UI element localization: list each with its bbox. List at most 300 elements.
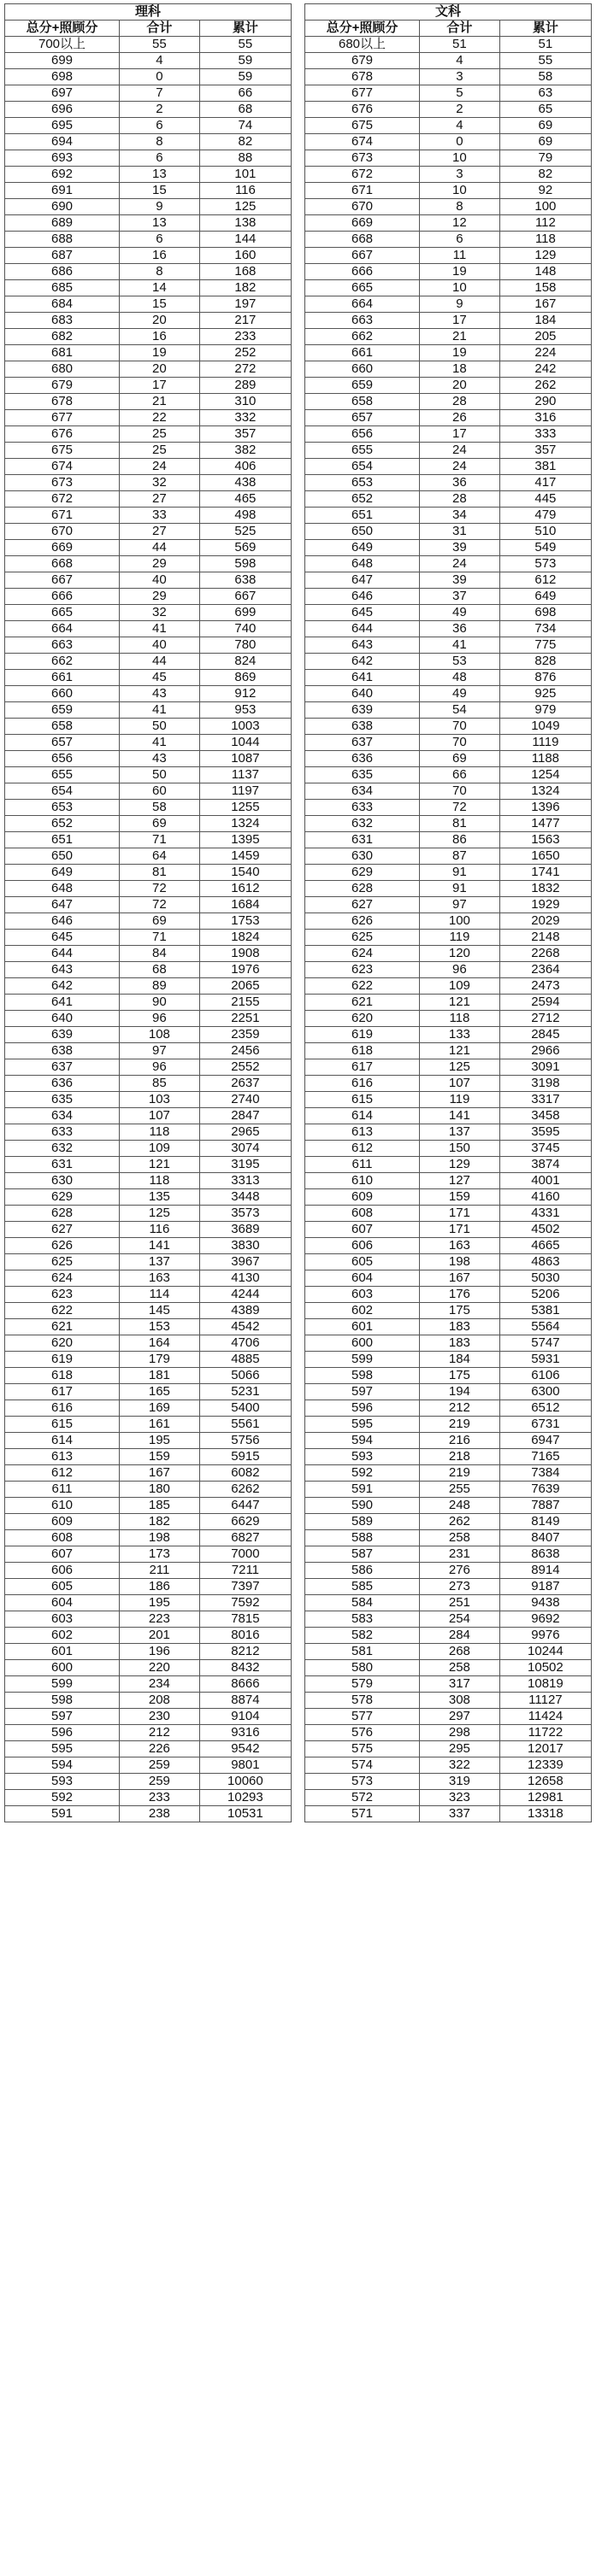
cumulative-cell: 158 <box>499 280 591 296</box>
cumulative-cell: 144 <box>199 232 291 248</box>
table-row <box>5 946 292 962</box>
score-cell: 611 <box>5 1482 120 1498</box>
count-cell: 109 <box>120 1141 200 1157</box>
table-row <box>5 1611 292 1628</box>
count-cell: 85 <box>120 1076 200 1092</box>
score-cell: 611 <box>305 1157 420 1173</box>
cumulative-cell: 1832 <box>499 881 591 897</box>
count-cell: 84 <box>120 946 200 962</box>
table-row <box>305 1108 592 1124</box>
cumulative-cell: 3074 <box>199 1141 291 1157</box>
score-cell: 637 <box>305 735 420 751</box>
table-row <box>5 572 292 589</box>
table-row <box>305 783 592 800</box>
table-row <box>305 232 592 248</box>
cumulative-cell: 2155 <box>199 995 291 1011</box>
score-cell: 660 <box>305 361 420 378</box>
score-cell: 628 <box>305 881 420 897</box>
cumulative-cell: 5066 <box>199 1368 291 1384</box>
table-row <box>305 53 592 69</box>
score-cell: 581 <box>305 1644 420 1660</box>
cumulative-cell: 138 <box>199 215 291 232</box>
score-cell: 654 <box>5 783 120 800</box>
table-row <box>5 1757 292 1774</box>
table-row <box>305 443 592 459</box>
cumulative-cell: 479 <box>499 508 591 524</box>
score-cell: 624 <box>305 946 420 962</box>
score-cell: 691 <box>5 183 120 199</box>
cumulative-cell: 10060 <box>199 1774 291 1790</box>
count-cell: 17 <box>120 378 200 394</box>
count-cell: 29 <box>120 556 200 572</box>
score-cell: 681 <box>5 345 120 361</box>
cumulative-cell: 7384 <box>499 1465 591 1482</box>
table-row <box>305 1579 592 1595</box>
count-cell: 72 <box>120 897 200 913</box>
table-row <box>305 1206 592 1222</box>
score-cell: 676 <box>305 102 420 118</box>
cumulative-cell: 7211 <box>199 1563 291 1579</box>
count-cell: 167 <box>120 1465 200 1482</box>
count-cell: 20 <box>120 361 200 378</box>
cumulative-cell: 2148 <box>499 930 591 946</box>
score-cell: 598 <box>305 1368 420 1384</box>
table-row <box>305 540 592 556</box>
cumulative-cell: 824 <box>199 654 291 670</box>
cumulative-cell: 8638 <box>499 1546 591 1563</box>
cumulative-cell: 2847 <box>199 1108 291 1124</box>
count-cell: 87 <box>420 848 500 865</box>
cumulative-cell: 8149 <box>499 1514 591 1530</box>
score-cell: 599 <box>305 1352 420 1368</box>
count-cell: 36 <box>420 475 500 491</box>
count-cell: 6 <box>120 150 200 167</box>
table-row <box>305 702 592 719</box>
count-cell: 322 <box>420 1757 500 1774</box>
count-cell: 276 <box>420 1563 500 1579</box>
cumulative-cell: 9801 <box>199 1757 291 1774</box>
table-row <box>305 1352 592 1368</box>
score-cell: 673 <box>305 150 420 167</box>
score-cell: 610 <box>305 1173 420 1189</box>
score-cell: 624 <box>5 1270 120 1287</box>
count-cell: 121 <box>420 995 500 1011</box>
table-row <box>5 1108 292 1124</box>
count-cell: 45 <box>120 670 200 686</box>
table-row <box>5 1660 292 1676</box>
count-cell: 40 <box>120 572 200 589</box>
score-cell: 603 <box>305 1287 420 1303</box>
cumulative-cell: 1324 <box>199 816 291 832</box>
panel-liberal-arts <box>304 3 592 1822</box>
cumulative-cell: 4130 <box>199 1270 291 1287</box>
score-cell: 664 <box>305 296 420 313</box>
count-cell: 3 <box>420 69 500 85</box>
cumulative-cell: 2473 <box>499 978 591 995</box>
count-cell: 37 <box>420 589 500 605</box>
count-cell: 7 <box>120 85 200 102</box>
score-cell: 644 <box>5 946 120 962</box>
count-cell: 70 <box>420 783 500 800</box>
count-cell: 118 <box>420 1011 500 1027</box>
count-cell: 198 <box>120 1530 200 1546</box>
table-row <box>305 508 592 524</box>
table-row <box>305 1157 592 1173</box>
count-cell: 176 <box>420 1287 500 1303</box>
table-row <box>5 1303 292 1319</box>
table-row <box>305 930 592 946</box>
score-cell: 603 <box>5 1611 120 1628</box>
cumulative-cell: 4389 <box>199 1303 291 1319</box>
table-row <box>305 800 592 816</box>
table-row <box>5 978 292 995</box>
cumulative-cell: 406 <box>199 459 291 475</box>
score-cell: 593 <box>305 1449 420 1465</box>
table-row <box>5 361 292 378</box>
count-cell: 13 <box>120 167 200 183</box>
table-row <box>5 1806 292 1822</box>
table-row <box>305 1141 592 1157</box>
table-row <box>5 37 292 53</box>
liberal-arts-title: 文科 <box>305 4 592 21</box>
score-cell: 573 <box>305 1774 420 1790</box>
science-header-score: 总分+照顾分 <box>5 21 120 37</box>
cumulative-cell: 2268 <box>499 946 591 962</box>
table-row <box>305 767 592 783</box>
count-cell: 103 <box>120 1092 200 1108</box>
table-row <box>5 670 292 686</box>
table-row <box>305 85 592 102</box>
score-cell: 689 <box>5 215 120 232</box>
cumulative-cell: 252 <box>199 345 291 361</box>
count-cell: 26 <box>420 410 500 426</box>
count-cell: 159 <box>120 1449 200 1465</box>
count-cell: 201 <box>120 1628 200 1644</box>
cumulative-cell: 1396 <box>499 800 591 816</box>
cumulative-cell: 6512 <box>499 1400 591 1417</box>
count-cell: 66 <box>420 767 500 783</box>
count-cell: 169 <box>120 1400 200 1417</box>
cumulative-cell: 9692 <box>499 1611 591 1628</box>
cumulative-cell: 4244 <box>199 1287 291 1303</box>
table-row <box>305 719 592 735</box>
score-cell: 645 <box>305 605 420 621</box>
score-cell: 693 <box>5 150 120 167</box>
count-cell: 171 <box>420 1222 500 1238</box>
score-cell: 629 <box>305 865 420 881</box>
count-cell: 4 <box>120 53 200 69</box>
score-cell: 602 <box>5 1628 120 1644</box>
score-cell: 622 <box>305 978 420 995</box>
score-cell: 618 <box>5 1368 120 1384</box>
count-cell: 298 <box>420 1725 500 1741</box>
cumulative-cell: 6262 <box>199 1482 291 1498</box>
cumulative-cell: 101 <box>199 167 291 183</box>
table-row <box>5 637 292 654</box>
count-cell: 184 <box>420 1352 500 1368</box>
count-cell: 22 <box>120 410 200 426</box>
table-row <box>305 167 592 183</box>
table-row <box>5 85 292 102</box>
cumulative-cell: 510 <box>499 524 591 540</box>
score-cell: 632 <box>305 816 420 832</box>
cumulative-cell: 8914 <box>499 1563 591 1579</box>
count-cell: 183 <box>420 1335 500 1352</box>
count-cell: 125 <box>120 1206 200 1222</box>
table-row <box>5 832 292 848</box>
table-row <box>305 1417 592 1433</box>
count-cell: 20 <box>120 313 200 329</box>
cumulative-cell: 381 <box>499 459 591 475</box>
score-cell: 664 <box>5 621 120 637</box>
count-cell: 8 <box>120 134 200 150</box>
score-cell: 579 <box>305 1676 420 1693</box>
cumulative-cell: 59 <box>199 53 291 69</box>
cumulative-cell: 2359 <box>199 1027 291 1043</box>
cumulative-cell: 8212 <box>199 1644 291 1660</box>
cumulative-cell: 1477 <box>499 816 591 832</box>
cumulative-cell: 167 <box>499 296 591 313</box>
score-cell: 589 <box>305 1514 420 1530</box>
cumulative-cell: 3874 <box>499 1157 591 1173</box>
cumulative-cell: 445 <box>499 491 591 508</box>
score-cell: 585 <box>305 1579 420 1595</box>
cumulative-cell: 698 <box>499 605 591 621</box>
score-cell: 619 <box>5 1352 120 1368</box>
cumulative-cell: 5561 <box>199 1417 291 1433</box>
count-cell: 17 <box>420 313 500 329</box>
score-cell: 604 <box>5 1595 120 1611</box>
score-cell: 595 <box>305 1417 420 1433</box>
table-row <box>305 361 592 378</box>
cumulative-cell: 465 <box>199 491 291 508</box>
count-cell: 96 <box>420 962 500 978</box>
score-cell: 631 <box>305 832 420 848</box>
count-cell: 262 <box>420 1514 500 1530</box>
score-cell: 672 <box>305 167 420 183</box>
count-cell: 54 <box>420 702 500 719</box>
count-cell: 3 <box>420 167 500 183</box>
table-row <box>5 605 292 621</box>
score-cell: 672 <box>5 491 120 508</box>
table-row <box>305 816 592 832</box>
score-cell: 675 <box>305 118 420 134</box>
cumulative-cell: 876 <box>499 670 591 686</box>
score-cell: 613 <box>305 1124 420 1141</box>
table-row <box>305 1238 592 1254</box>
cumulative-cell: 100 <box>499 199 591 215</box>
cumulative-cell: 116 <box>199 183 291 199</box>
cumulative-cell: 6947 <box>499 1433 591 1449</box>
table-row <box>5 800 292 816</box>
table-row <box>305 1287 592 1303</box>
table-row <box>305 605 592 621</box>
cumulative-cell: 55 <box>199 37 291 53</box>
table-row <box>5 686 292 702</box>
count-cell: 258 <box>420 1530 500 1546</box>
count-cell: 50 <box>120 767 200 783</box>
table-row <box>5 1287 292 1303</box>
count-cell: 208 <box>120 1693 200 1709</box>
table-row <box>5 930 292 946</box>
liberal-arts-rows <box>305 37 592 1822</box>
score-cell: 679 <box>5 378 120 394</box>
score-cell: 692 <box>5 167 120 183</box>
table-row <box>305 426 592 443</box>
count-cell: 24 <box>420 459 500 475</box>
score-cell: 604 <box>305 1270 420 1287</box>
count-cell: 100 <box>420 913 500 930</box>
score-cell: 685 <box>5 280 120 296</box>
table-row <box>305 378 592 394</box>
cumulative-cell: 2456 <box>199 1043 291 1059</box>
cumulative-cell: 5231 <box>199 1384 291 1400</box>
cumulative-cell: 5206 <box>499 1287 591 1303</box>
count-cell: 58 <box>120 800 200 816</box>
cumulative-cell: 1254 <box>499 767 591 783</box>
table-row <box>5 167 292 183</box>
table-row <box>5 1790 292 1806</box>
cumulative-cell: 1087 <box>199 751 291 767</box>
cumulative-cell: 357 <box>199 426 291 443</box>
score-cell: 651 <box>305 508 420 524</box>
count-cell: 196 <box>120 1644 200 1660</box>
count-cell: 164 <box>120 1335 200 1352</box>
score-cell: 580 <box>305 1660 420 1676</box>
cumulative-cell: 2251 <box>199 1011 291 1027</box>
cumulative-cell: 828 <box>499 654 591 670</box>
score-cell: 652 <box>305 491 420 508</box>
score-cell: 668 <box>305 232 420 248</box>
count-cell: 39 <box>420 540 500 556</box>
score-cell: 659 <box>5 702 120 719</box>
table-row <box>305 848 592 865</box>
table-row <box>305 865 592 881</box>
table-row <box>5 1124 292 1141</box>
table-row <box>5 1384 292 1400</box>
score-cell: 597 <box>5 1709 120 1725</box>
table-row <box>305 1514 592 1530</box>
cumulative-cell: 1741 <box>499 865 591 881</box>
score-cell: 666 <box>305 264 420 280</box>
score-cell: 586 <box>305 1563 420 1579</box>
count-cell: 194 <box>420 1384 500 1400</box>
count-cell: 284 <box>420 1628 500 1644</box>
count-cell: 71 <box>120 832 200 848</box>
score-cell: 650 <box>305 524 420 540</box>
table-row <box>305 654 592 670</box>
table-row <box>5 783 292 800</box>
score-cell: 619 <box>305 1027 420 1043</box>
table-row <box>305 832 592 848</box>
count-cell: 135 <box>120 1189 200 1206</box>
cumulative-cell: 1119 <box>499 735 591 751</box>
score-cell: 606 <box>305 1238 420 1254</box>
cumulative-cell: 8016 <box>199 1628 291 1644</box>
cumulative-cell: 5931 <box>499 1352 591 1368</box>
score-cell: 637 <box>5 1059 120 1076</box>
table-row <box>305 1368 592 1384</box>
table-row <box>5 53 292 69</box>
cumulative-cell: 4502 <box>499 1222 591 1238</box>
cumulative-cell: 74 <box>199 118 291 134</box>
count-cell: 49 <box>420 605 500 621</box>
table-row <box>5 1400 292 1417</box>
score-cell: 651 <box>5 832 120 848</box>
table-row <box>5 1238 292 1254</box>
score-cell: 690 <box>5 199 120 215</box>
count-cell: 323 <box>420 1790 500 1806</box>
count-cell: 337 <box>420 1806 500 1822</box>
table-row <box>5 378 292 394</box>
cumulative-cell: 51 <box>499 37 591 53</box>
count-cell: 145 <box>120 1303 200 1319</box>
cumulative-cell: 2364 <box>499 962 591 978</box>
table-row <box>5 1579 292 1595</box>
table-row <box>5 232 292 248</box>
count-cell: 319 <box>420 1774 500 1790</box>
score-cell: 674 <box>305 134 420 150</box>
score-cell: 601 <box>305 1319 420 1335</box>
science-rows <box>5 37 292 1822</box>
table-row <box>5 1076 292 1092</box>
score-cell: 669 <box>305 215 420 232</box>
count-cell: 12 <box>420 215 500 232</box>
count-cell: 254 <box>420 1611 500 1628</box>
table-row <box>5 1173 292 1189</box>
count-cell: 171 <box>420 1206 500 1222</box>
table-row <box>305 1790 592 1806</box>
table-row <box>305 1806 592 1822</box>
cumulative-cell: 5030 <box>499 1270 591 1287</box>
table-row <box>305 962 592 978</box>
table-row <box>5 394 292 410</box>
table-row <box>5 296 292 313</box>
table-row <box>5 1693 292 1709</box>
count-cell: 114 <box>120 1287 200 1303</box>
table-row <box>5 280 292 296</box>
score-cell: 643 <box>305 637 420 654</box>
score-cell: 695 <box>5 118 120 134</box>
count-cell: 127 <box>420 1173 500 1189</box>
liberal-arts-header-cumulative: 累计 <box>499 21 591 37</box>
table-row <box>5 1092 292 1108</box>
table-row <box>5 508 292 524</box>
count-cell: 161 <box>120 1417 200 1433</box>
score-cell: 639 <box>5 1027 120 1043</box>
cumulative-cell: 1563 <box>499 832 591 848</box>
score-cell: 587 <box>305 1546 420 1563</box>
score-cell: 671 <box>305 183 420 199</box>
cumulative-cell: 525 <box>199 524 291 540</box>
table-row <box>305 1611 592 1628</box>
cumulative-cell: 1929 <box>499 897 591 913</box>
cumulative-cell: 382 <box>199 443 291 459</box>
table-row <box>305 1482 592 1498</box>
cumulative-cell: 332 <box>199 410 291 426</box>
table-row <box>5 118 292 134</box>
score-cell: 576 <box>305 1725 420 1741</box>
count-cell: 125 <box>420 1059 500 1076</box>
score-cell: 641 <box>305 670 420 686</box>
table-row <box>5 1254 292 1270</box>
table-row <box>305 1400 592 1417</box>
count-cell: 212 <box>420 1400 500 1417</box>
cumulative-cell: 438 <box>199 475 291 491</box>
table-row <box>5 621 292 637</box>
cumulative-cell: 1459 <box>199 848 291 865</box>
cumulative-cell: 8666 <box>199 1676 291 1693</box>
